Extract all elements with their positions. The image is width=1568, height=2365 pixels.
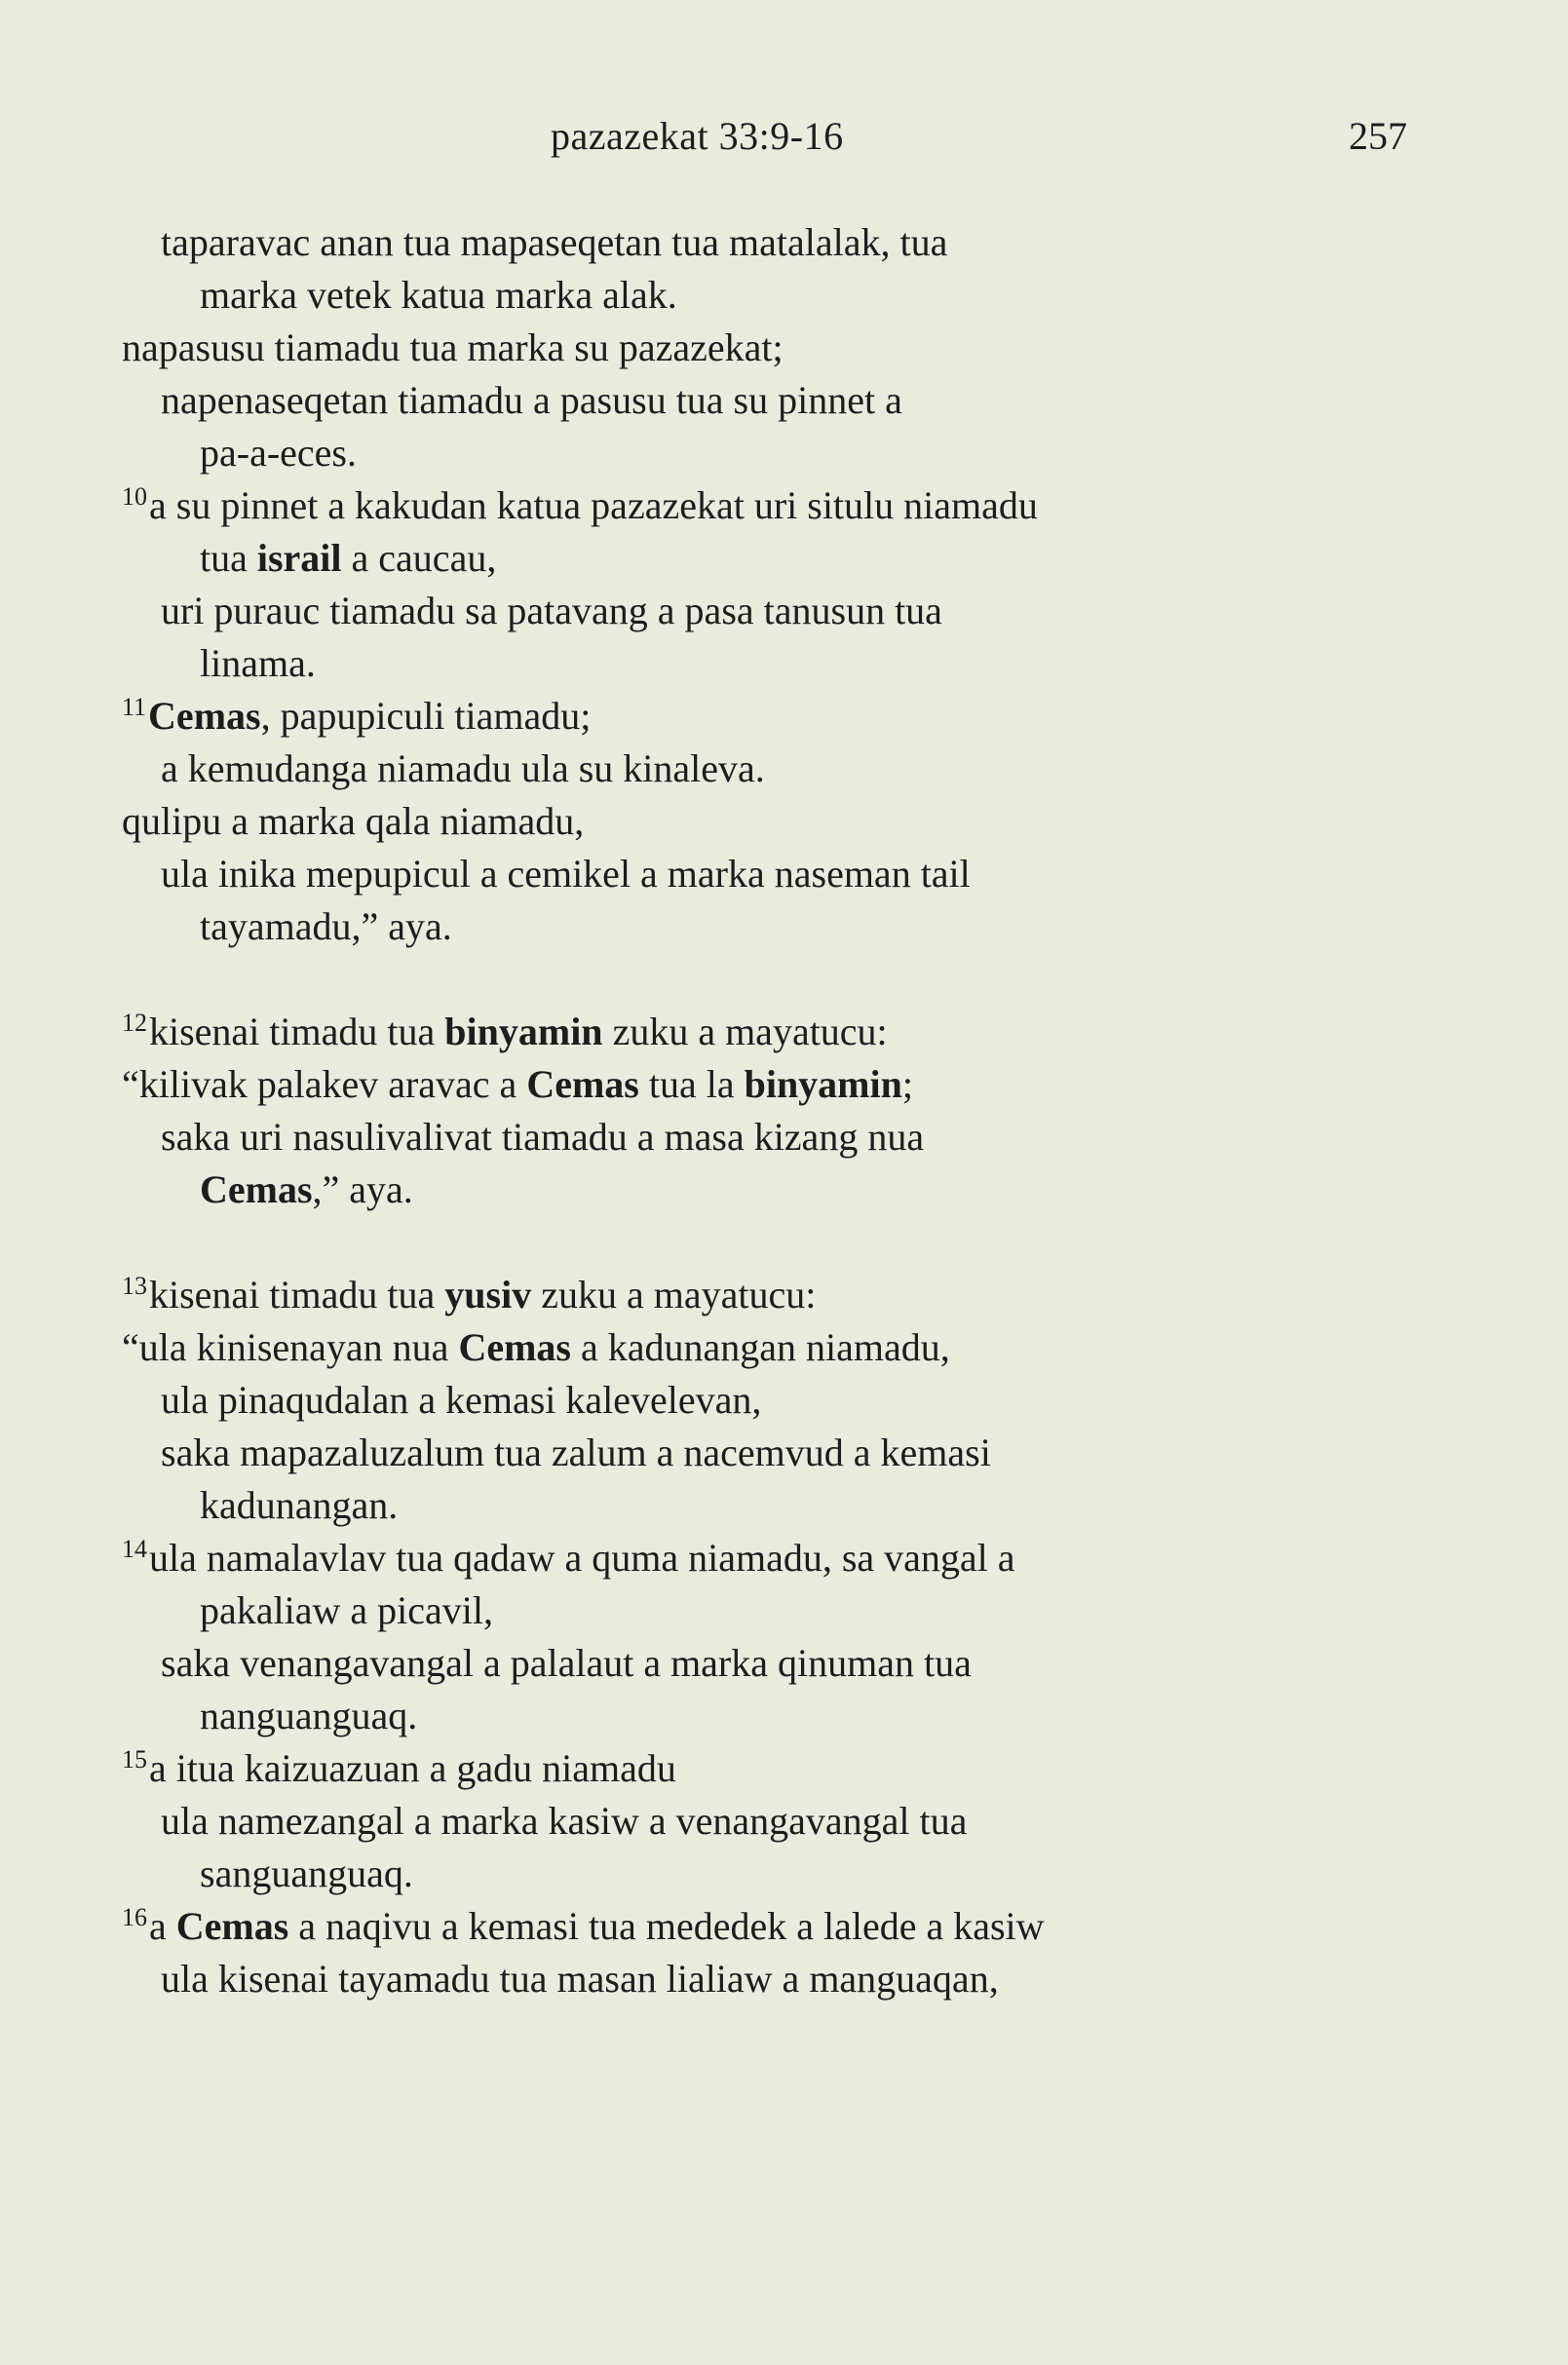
- poem-text: [122, 216, 1389, 2005]
- verse-text: zuku a mayatucu:: [602, 1010, 888, 1053]
- verse-text: tua: [200, 536, 257, 580]
- verse-line: [122, 1479, 1389, 1532]
- verse-text: marka vetek katua marka alak.: [200, 273, 677, 317]
- verse-text: qulipu a marka qala niamadu,: [122, 799, 585, 843]
- verse-text: kisenai timadu tua: [149, 1273, 445, 1316]
- verse-number: 16: [122, 1903, 147, 1931]
- verse-line: [122, 1374, 1389, 1427]
- bold-term: Cemas: [526, 1062, 639, 1106]
- verse-number: 14: [122, 1535, 147, 1563]
- verse-line: [122, 427, 1389, 479]
- verse-number: 10: [122, 482, 147, 511]
- running-head: pazazekat 33:9-16: [551, 114, 844, 158]
- verse-text: pa-a-eces.: [200, 431, 357, 475]
- verse-line: [122, 216, 1389, 269]
- verse-line: [122, 1006, 1389, 1058]
- verse-number: 12: [122, 1009, 147, 1037]
- bold-term: Cemas: [148, 694, 261, 738]
- verse-line: [122, 1321, 1389, 1374]
- bold-term: israil: [256, 536, 342, 580]
- verse-line: [122, 1584, 1389, 1637]
- verse-line: [122, 322, 1389, 374]
- verse-line: [122, 1163, 1389, 1216]
- verse-text: a naqivu a kemasi tua mededek a lalede a kasiw: [288, 1904, 1045, 1948]
- verse-text: napasusu tiamadu tua marka su pazazekat;: [122, 325, 784, 369]
- page-header: [0, 113, 1568, 172]
- verse-line: [122, 848, 1389, 900]
- verse-line: [122, 743, 1389, 795]
- verse-text: ,” aya.: [312, 1167, 413, 1211]
- stanza-gap: [122, 1216, 1389, 1269]
- verse-line: [122, 795, 1389, 848]
- verse-text: “kilivak palakev aravac a: [122, 1062, 527, 1106]
- verse-line: [122, 1848, 1389, 1900]
- bold-term: Cemas: [175, 1904, 289, 1948]
- verse-line: [122, 374, 1389, 427]
- verse-text: saka mapazaluzalum tua zalum a nacemvud a kemasi: [161, 1430, 991, 1474]
- verse-line: [122, 479, 1389, 532]
- verse-line: [122, 585, 1389, 637]
- verse-text: kadunangan.: [200, 1483, 399, 1527]
- verse-text: a caucau,: [341, 536, 497, 580]
- bold-term: Cemas: [200, 1167, 313, 1211]
- verse-number: 15: [122, 1745, 147, 1774]
- verse-line: [122, 900, 1389, 953]
- verse-line: [122, 269, 1389, 322]
- bold-term: binyamin: [444, 1010, 603, 1053]
- bold-term: binyamin: [744, 1062, 902, 1106]
- verse-text: “ula kinisenayan nua: [122, 1325, 459, 1369]
- verse-text: a itua kaizuazuan a gadu niamadu: [149, 1746, 676, 1790]
- verse-line: [122, 1269, 1389, 1321]
- verse-line: [122, 1900, 1389, 1953]
- page-number: 257: [1349, 114, 1407, 158]
- verse-text: linama.: [200, 641, 316, 685]
- verse-number: 11: [122, 693, 147, 721]
- verse-text: saka uri nasulivalivat tiamadu a masa kizang nua: [161, 1115, 925, 1159]
- verse-text: kisenai timadu tua: [149, 1010, 445, 1053]
- verse-text: ula namalavlav tua qadaw a quma niamadu, sa vangal a: [149, 1536, 1015, 1580]
- verse-text: sanguanguaq.: [200, 1851, 413, 1895]
- verse-line: [122, 637, 1389, 690]
- verse-line: [122, 690, 1389, 743]
- verse-text: saka venangavangal a palalaut a marka qinuman tua: [161, 1641, 972, 1685]
- verse-text: nanguanguaq.: [200, 1694, 418, 1737]
- verse-text: a su pinnet a kakudan katua pazazekat uri situlu niamadu: [149, 483, 1038, 527]
- verse-text: tua la: [638, 1062, 745, 1106]
- verse-text: zuku a mayatucu:: [531, 1273, 817, 1316]
- verse-line: [122, 1532, 1389, 1584]
- stanza-gap: [122, 953, 1389, 1006]
- verse-line: [122, 1637, 1389, 1690]
- verse-line: [122, 532, 1389, 585]
- verse-text: , papupiculi tiamadu;: [260, 694, 592, 738]
- verse-line: [122, 1795, 1389, 1848]
- bold-term: Cemas: [458, 1325, 571, 1369]
- verse-line: [122, 1690, 1389, 1742]
- verse-text: ula kisenai tayamadu tua masan lialiaw a manguaqan,: [161, 1957, 999, 2001]
- bold-term: yusiv: [444, 1273, 532, 1316]
- verse-text: taparavac anan tua mapaseqetan tua matalalak, tua: [161, 220, 948, 264]
- verse-text: napenaseqetan tiamadu a pasusu tua su pinnet a: [161, 378, 902, 422]
- verse-text: uri purauc tiamadu sa patavang a pasa tanusun tua: [161, 589, 942, 632]
- verse-text: a kadunangan niamadu,: [570, 1325, 950, 1369]
- verse-line: [122, 1427, 1389, 1479]
- verse-text: pakaliaw a picavil,: [200, 1588, 493, 1632]
- verse-line: [122, 1742, 1389, 1795]
- verse-text: ula inika mepupicul a cemikel a marka naseman tail: [161, 852, 971, 896]
- verse-text: a: [149, 1904, 176, 1948]
- verse-line: [122, 1111, 1389, 1163]
- verse-text: ula pinaqudalan a kemasi kalevelevan,: [161, 1378, 762, 1422]
- verse-text: tayamadu,” aya.: [200, 904, 452, 948]
- verse-text: ula namezangal a marka kasiw a venangavangal tua: [161, 1799, 968, 1843]
- verse-text: a kemudanga niamadu ula su kinaleva.: [161, 746, 765, 790]
- verse-line: [122, 1953, 1389, 2005]
- verse-line: [122, 1058, 1389, 1111]
- verse-text: ;: [901, 1062, 913, 1106]
- verse-number: 13: [122, 1272, 147, 1300]
